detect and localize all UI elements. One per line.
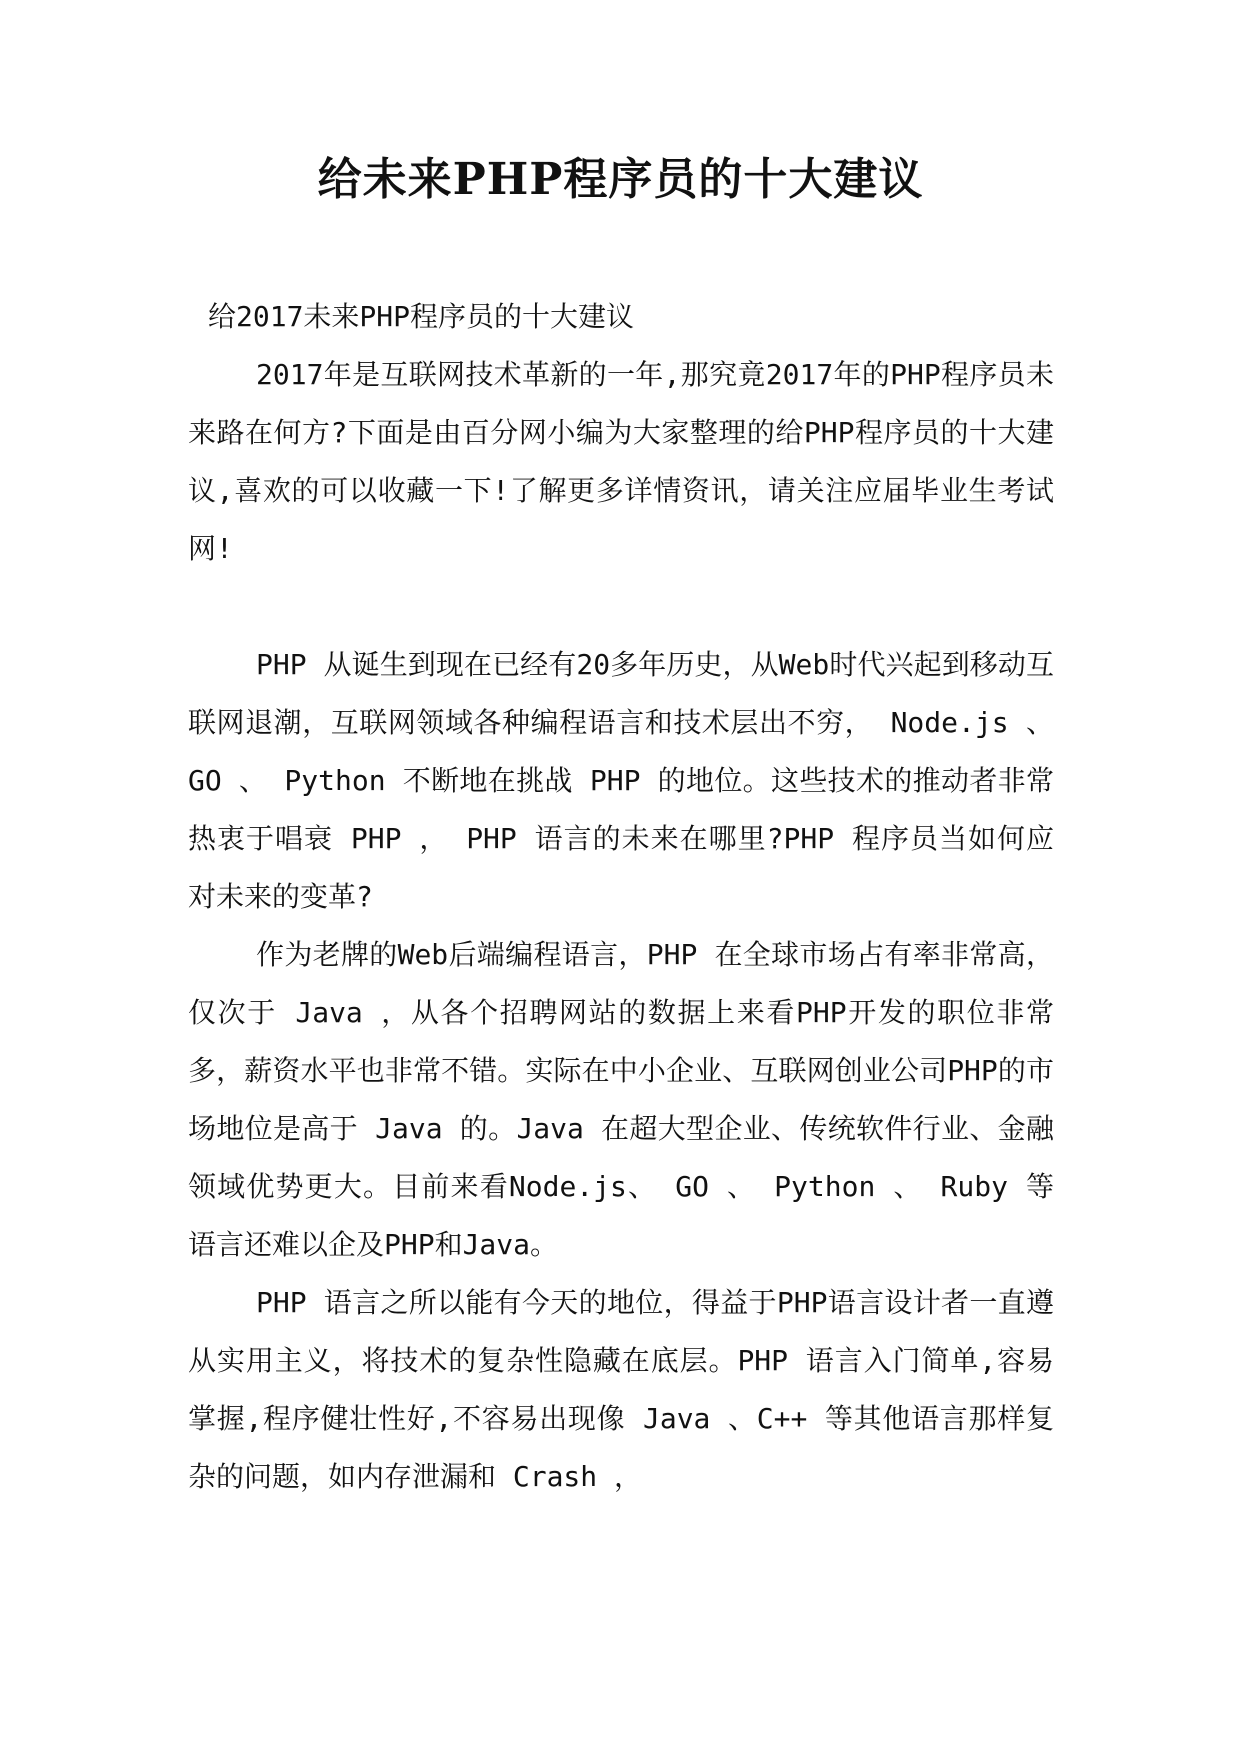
document-body — [188, 288, 1054, 1506]
paragraph-spacer — [188, 578, 1054, 636]
paragraph-market: 作为老牌的Web后端编程语言，PHP 在全球市场占有率非常高，仅次于 Java ，从各个招聘网站的数据上来看PHP开发的职位非常多，薪资水平也非常不错。实际在中小企业、互联网创业公司PHP的市场地位是高于 Java 的。Java 在超大型企业、传统软件行业、金融领域优势更大。目前来看Node.js、 GO 、 Python 、 Ruby 等语言还难以企及PHP和Java。 — [188, 938, 1054, 1261]
paragraph-intro: 2017年是互联网技术革新的一年,那究竟2017年的PHP程序员未来路在何方?下面是由百分网小编为大家整理的给PHP程序员的十大建议,喜欢的可以收藏一下!了解更多详情资讯，请关注应届毕业生考试网! — [188, 358, 1054, 565]
paragraph-history: PHP 从诞生到现在已经有20多年历史，从Web时代兴起到移动互联网退潮，互联网领域各种编程语言和技术层出不穷， Node.js 、 GO 、 Python 不断地在挑战 PHP 的地位。这些技术的推动者非常热衷于唱衰 PHP ， PHP 语言的未来在哪里?PHP 程序员当如何应对未来的变革? — [188, 648, 1054, 913]
paragraph-design: PHP 语言之所以能有今天的地位，得益于PHP语言设计者一直遵从实用主义，将技术的复杂性隐藏在底层。PHP 语言入门简单,容易掌握,程序健壮性好,不容易出现像 Java 、C++ 等其他语言那样复杂的问题，如内存泄漏和 Crash ， — [188, 1286, 1054, 1493]
document-title: 给未来PHP程序员的十大建议 — [317, 154, 924, 205]
document-subtitle: 给2017未来PHP程序员的十大建议 — [208, 300, 635, 333]
